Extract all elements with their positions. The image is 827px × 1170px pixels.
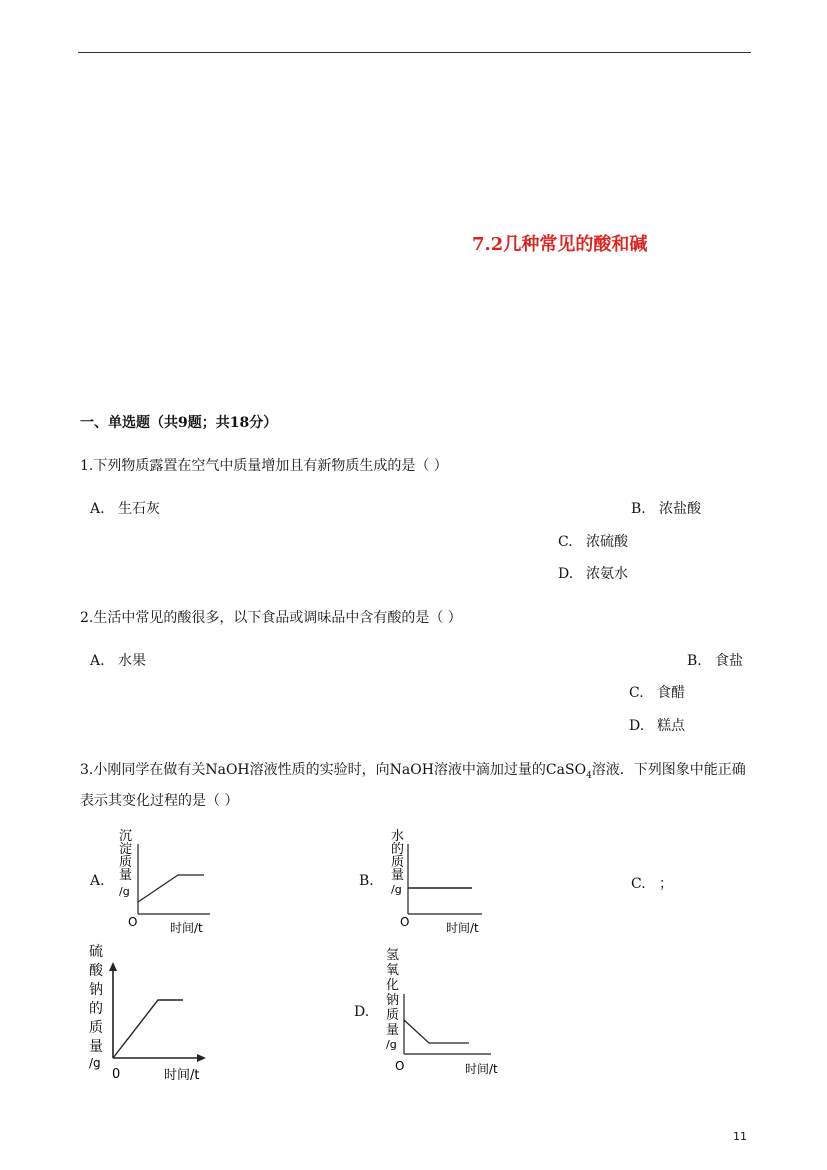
graph-d-origin: O [395, 1059, 405, 1073]
graph-c-origin: 0 [112, 1067, 121, 1082]
graph-a-origin: O [128, 915, 138, 929]
option-letter: A. [90, 501, 105, 517]
graph-d-ylabel-4: 钠 [386, 993, 400, 1008]
graph-b-ylabel-1: 水 [391, 829, 405, 844]
graph-a-ylabel-2: 淀 [119, 842, 133, 857]
option-text: ； [659, 876, 673, 892]
option-letter: C. [631, 876, 646, 892]
graph-b-ylabel-4: 量 [391, 868, 405, 883]
graph-c-ylabel-6: 量 [89, 1039, 103, 1055]
graph-c-ylabel-2: 酸 [89, 963, 103, 979]
subscript-four: 4 [586, 770, 592, 781]
option-letter: D. [354, 1004, 370, 1020]
graph-c-ylabel-3: 钠 [89, 982, 103, 998]
graph-d-ylabel-2: 氧 [386, 963, 400, 978]
page-number: 11 [733, 1130, 747, 1143]
question-1-option-a[interactable] [90, 498, 160, 518]
option-letter: A. [90, 873, 105, 889]
option-letter: B. [631, 501, 646, 517]
question-1-option-d[interactable] [558, 563, 628, 583]
question-1-option-b[interactable] [631, 498, 701, 518]
question-3-option-b[interactable] [359, 873, 374, 889]
question-2-option-c[interactable] [629, 682, 685, 702]
option-letter: C. [558, 534, 573, 550]
graph-c-y-arrow [109, 962, 117, 971]
question-1-stem: 1.下列物质露置在空气中质量增加且有新物质生成的是（ ） [80, 458, 448, 474]
option-letter: D. [629, 718, 645, 734]
graph-c-ylabel-7: /g [89, 1056, 101, 1070]
page-title: 7.2几种常见的酸和碱 [472, 234, 648, 255]
graph-d-ylabel-1: 氢 [386, 948, 400, 963]
graph-d-xlabel: 时间/t [465, 1062, 498, 1076]
graph-c-x-arrow [197, 1054, 206, 1062]
question-2-option-d[interactable] [629, 715, 685, 735]
option-text: 水果 [118, 653, 146, 669]
option-letter: D. [558, 566, 574, 582]
graph-a-ylabel-3: 质 [119, 855, 133, 870]
graph-d-ylabel-5: 质 [386, 1008, 400, 1023]
graph-d-ylabel-7: /g [386, 1038, 397, 1051]
question-3-stem-line-2: 表示其变化过程的是（ ） [80, 793, 239, 809]
option-text: 食醋 [657, 685, 685, 701]
graph-a-ylabel-4: 量 [119, 868, 133, 883]
stem-part-a: 3.小刚同学在做有关NaOH溶液性质的实验时，向NaOH溶液中滴加过量的CaSO [80, 762, 587, 778]
graph-a-xlabel: 时间/t [170, 921, 203, 935]
question-3-stem-line-1 [80, 759, 746, 781]
graph-a-ylabel-1: 沉 [119, 829, 133, 844]
option-letter: B. [359, 873, 374, 889]
graph-c-curve [113, 1000, 183, 1058]
graph-a-curve [138, 875, 204, 902]
graph-b-origin: O [400, 915, 410, 929]
option-text: 生石灰 [118, 501, 160, 517]
graph-d [381, 944, 511, 1079]
stem-part-b: 溶液．下列图象中能正确 [591, 762, 746, 778]
graph-d-ylabel-3: 化 [386, 978, 400, 993]
graph-b-xlabel: 时间/t [446, 921, 479, 935]
graph-c-ylabel-1: 硫 [89, 944, 103, 960]
graph-b-ylabel-2: 的 [391, 842, 405, 857]
question-3-option-a[interactable] [90, 873, 105, 889]
option-text: 浓氨水 [586, 566, 628, 582]
graph-b-ylabel-5: /g [391, 883, 402, 896]
option-letter: C. [629, 685, 644, 701]
header-rule [78, 52, 751, 53]
graph-a-ylabel-5: /g [119, 885, 130, 898]
question-3-option-c[interactable] [631, 873, 673, 893]
question-1-option-c[interactable] [558, 531, 628, 551]
question-2-option-a[interactable] [90, 650, 146, 670]
graph-d-ylabel-6: 量 [386, 1023, 400, 1038]
graph-b-ylabel-3: 质 [391, 855, 405, 870]
question-2-stem: 2.生活中常见的酸很多，以下食品或调味品中含有酸的是（ ） [80, 610, 462, 626]
graph-d-curve [404, 1020, 469, 1043]
section-heading: 一、单选题（共9题；共18分） [80, 415, 278, 431]
option-letter: A. [90, 653, 105, 669]
graph-c-ylabel-5: 质 [89, 1020, 103, 1036]
question-2-option-b[interactable] [687, 650, 743, 670]
option-text: 浓硫酸 [586, 534, 628, 550]
option-text: 食盐 [715, 653, 743, 669]
graph-b [382, 826, 497, 938]
option-text: 浓盐酸 [659, 501, 701, 517]
option-text: 糕点 [657, 718, 685, 734]
graph-c [86, 938, 221, 1083]
option-letter: B. [687, 653, 702, 669]
graph-a [110, 826, 225, 938]
question-3-option-d[interactable] [354, 1004, 369, 1020]
graph-c-xlabel: 时间/t [164, 1068, 200, 1083]
graph-c-ylabel-4: 的 [89, 1001, 103, 1017]
